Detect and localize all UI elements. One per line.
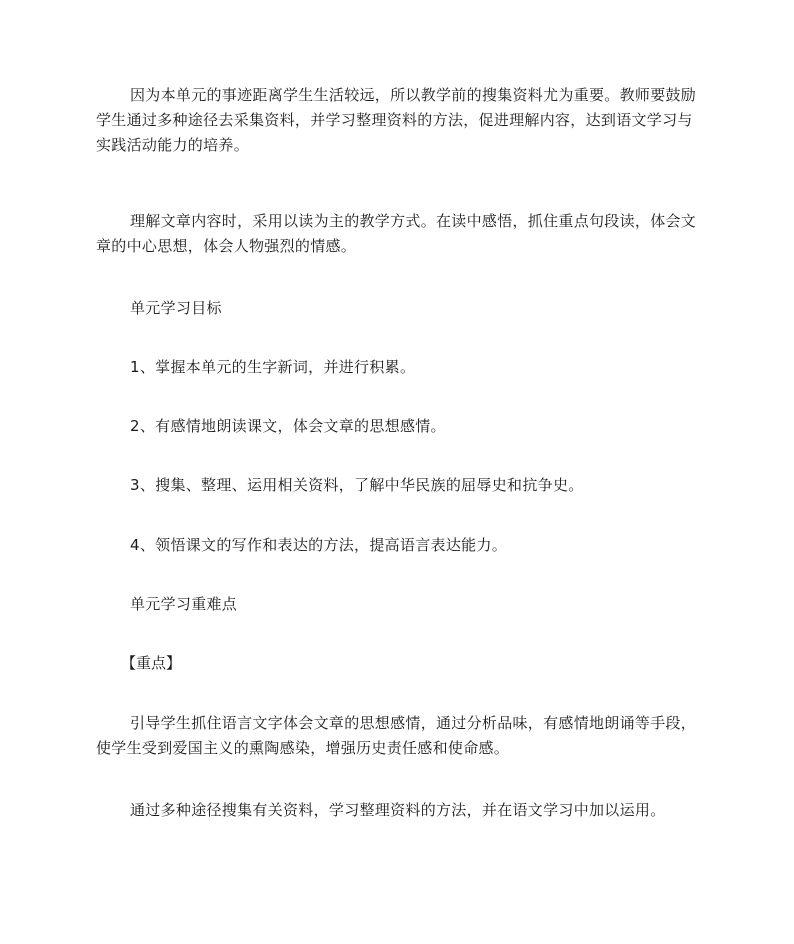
keypoints-heading: 单元学习重难点 [130,595,238,613]
goal-item-2: 2、有感情地朗读课文，体会文章的思想感情。 [130,417,446,435]
keypoints-label: 【重点】 [121,654,182,672]
goal-item-1: 1、掌握本单元的生字新词，并进行积累。 [130,358,416,376]
goal-item-4: 4、领悟课文的写作和表达的方法，提高语言表达能力。 [130,536,508,554]
intro-paragraph: 因为本单元的事迹距离学生生活较远，所以教学前的搜集资料尤为重要。教师要鼓励学生通过多种途径去采集资料，并学习整理资料的方法，促进理解内容，达到语文学习与实践活动能力的培养。 [96,86,697,154]
keypoints-paragraph-1: 引导学生抓住语言文字体会文章的思想感情，通过分析品味，有感情地朗诵等手段，使学生受到爱国主义的熏陶感染，增强历史责任感和使命感。 [96,714,697,757]
goals-heading: 单元学习目标 [130,299,222,317]
reading-method-paragraph: 理解文章内容时，采用以读为主的教学方式。在读中感悟，抓住重点句段读，体会文章的中心思想，体会人物强烈的情感。 [96,212,697,255]
keypoints-paragraph-2: 通过多种途径搜集有关资料，学习整理资料的方法，并在语文学习中加以运用。 [130,801,666,819]
goal-item-3: 3、搜集、整理、运用相关资料，了解中华民族的屈辱史和抗争史。 [130,476,584,494]
